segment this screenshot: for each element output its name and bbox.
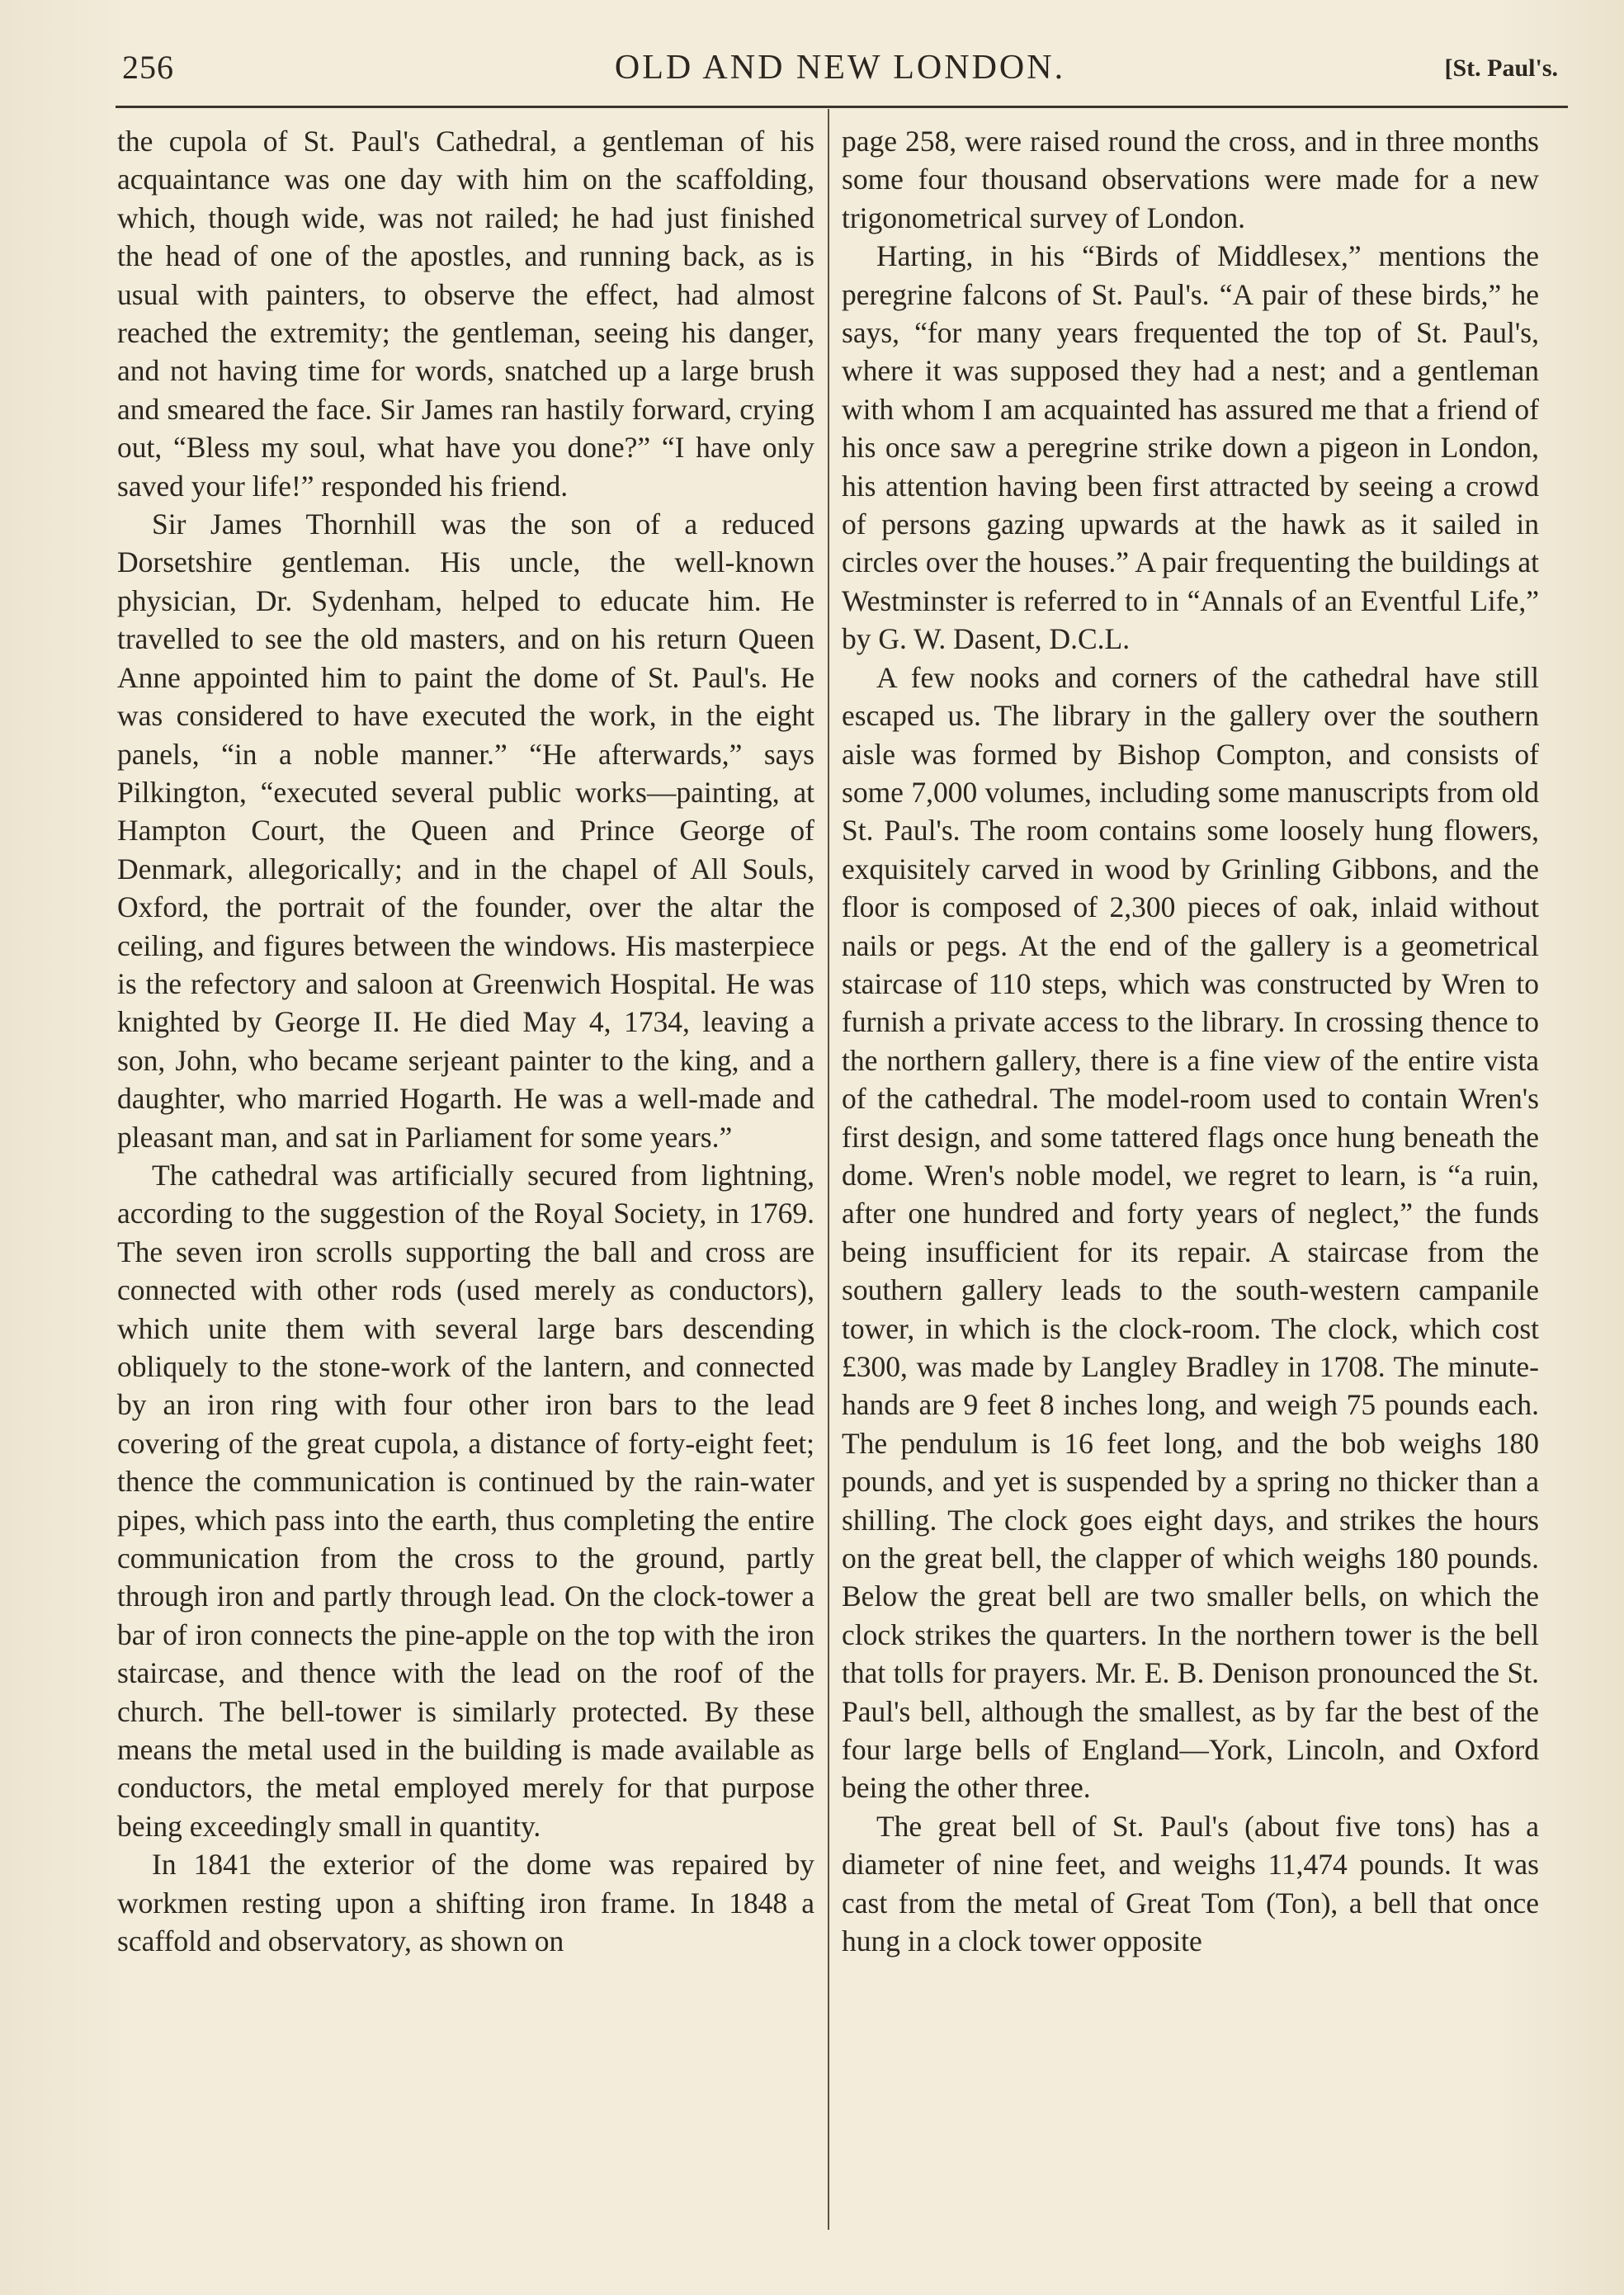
header-rule bbox=[116, 106, 1568, 108]
paragraph: page 258, were raised round the cross, and in three months some four thousand observations were made for a new trigonometrical survey of London. bbox=[842, 125, 1539, 234]
paragraph: Sir James Thornhill was the son of a reduced Dorsetshire gentleman. His uncle, the well-known physician, Dr. Sydenham, helped to educate him. He travelled to see the old masters, and on his return Queen Anne appointed him to paint the dome of St. Paul's. He was considered to have executed the work, in the eight panels, “in a noble manner.” “He afterwards,” says Pilkington, “executed several public works—painting, at Hampton Court, the Queen and Prince George of Denmark, allegorically; and in the chapel of All Souls, Oxford, the portrait of the founder, over the altar the ceiling, and figures between the windows. His masterpiece is the refectory and saloon at Greenwich Hospital. He was knighted by George II. He died May 4, 1734, leaving a son, John, who became serjeant painter to the king, and a daughter, who married Hogarth. He was a well-made and pleasant man, and sat in Parliament for some years.” bbox=[117, 508, 814, 1154]
paragraph: The great bell of St. Paul's (about five tons) has a diameter of nine feet, and weighs 11,474 pounds. It was cast from the metal of Great Tom (Ton), a bell that once hung in a clock tower opposite bbox=[842, 1809, 1539, 1958]
paragraph: Harting, in his “Birds of Middlesex,” mentions the peregrine falcons of St. Paul's. “A pair of these birds,” he says, “for many years frequented the top of St. Paul's, where it was supposed they had a nest; and a gentleman with whom I am acquainted has assured me that a friend of his once saw a peregrine strike down a pigeon in London, his attention having been first attracted by seeing a crowd of persons gazing upwards at the hawk as it sailed in circles over the houses.” A pair frequenting the buildings at Westminster is referred to in “Annals of an Eventful Life,” by G. W. Dasent, D.C.L. bbox=[842, 239, 1539, 656]
section-marker: [St. Paul's. bbox=[1444, 54, 1558, 82]
column-divider bbox=[828, 109, 829, 2230]
page-number: 256 bbox=[122, 49, 174, 86]
paragraph: In 1841 the exterior of the dome was repaired by workmen resting upon a shifting iron frame. In 1848 a scaffold and observatory, as shown on bbox=[117, 1848, 814, 1958]
running-title: OLD AND NEW LONDON. bbox=[614, 49, 1066, 87]
paragraph: A few nooks and corners of the cathedral have still escaped us. The library in the gallery over the southern aisle was formed by Bishop Compton, and consists of some 7,000 volumes, including some manuscripts from old St. Paul's. The room contains some loosely hung flowers, exquisitely carved in wood by Grinling Gibbons, and the floor is composed of 2,300 pieces of oak, inlaid without nails or pegs. At the end of the gallery is a geometrical staircase of 110 steps, which was constructed by Wren to furnish a private access to the library. In crossing thence to the northern gallery, there is a fine view of the entire vista of the cathedral. The model-room used to contain Wren's first design, and some tattered flags once hung beneath the dome. Wren's noble model, we regret to learn, is “a ruin, after one hundred and forty years of neglect,” the funds being insufficient for its repair. A staircase from the southern gallery leads to the south-western campanile tower, in which is the clock-room. The clock, which cost £300, was made by Langley Bradley in 1708. The minute-hands are 9 feet 8 inches long, and weigh 75 pounds each. The pendulum is 16 feet long, and the bob weighs 180 pounds, and yet is suspended by a spring no thicker than a shilling. The clock goes eight days, and strikes the hours on the great bell, the clapper of which weighs 180 pounds. Below the great bell are two smaller bells, on which the clock strikes the quarters. In the northern tower is the bell that tolls for prayers. Mr. E. B. Denison pronounced the St. Paul's bell, although the smallest, as by far the best of the four large bells of England—York, Lincoln, and Oxford being the other three. bbox=[842, 660, 1539, 1805]
left-column bbox=[117, 122, 814, 1961]
page-header bbox=[122, 43, 1558, 101]
paragraph: The cathedral was artificially secured from lightning, according to the suggestion of the Royal Society, in 1769. The seven iron scrolls supporting the ball and cross are connected with other rods (used merely as conductors), which unite them with several large bars descending obliquely to the stone-work of the lantern, and connected by an iron ring with four other iron bars to the lead covering of the great cupola, a distance of forty-eight feet; thence the communication is continued by the rain-water pipes, which pass into the earth, thus completing the entire communication from the cross to the ground, partly through iron and partly through lead. On the clock-tower a bar of iron connects the pine-apple on the top with the iron staircase, and thence with the lead on the roof of the church. The bell-tower is similarly protected. By these means the metal used in the building is made available as conductors, the metal employed merely for that purpose being exceedingly small in quantity. bbox=[117, 1158, 814, 1843]
right-column bbox=[842, 122, 1539, 1961]
paragraph: the cupola of St. Paul's Cathedral, a gentleman of his acquaintance was one day with him on the scaffolding, which, though wide, was not railed; he had just finished the head of one of the apostles, and running back, as is usual with painters, to observe the effect, had almost reached the extremity; the gentleman, seeing his danger, and not having time for words, snatched up a large brush and smeared the face. Sir James ran hastily forward, crying out, “Bless my soul, what have you done?” “I have only saved your life!” responded his friend. bbox=[117, 125, 814, 503]
